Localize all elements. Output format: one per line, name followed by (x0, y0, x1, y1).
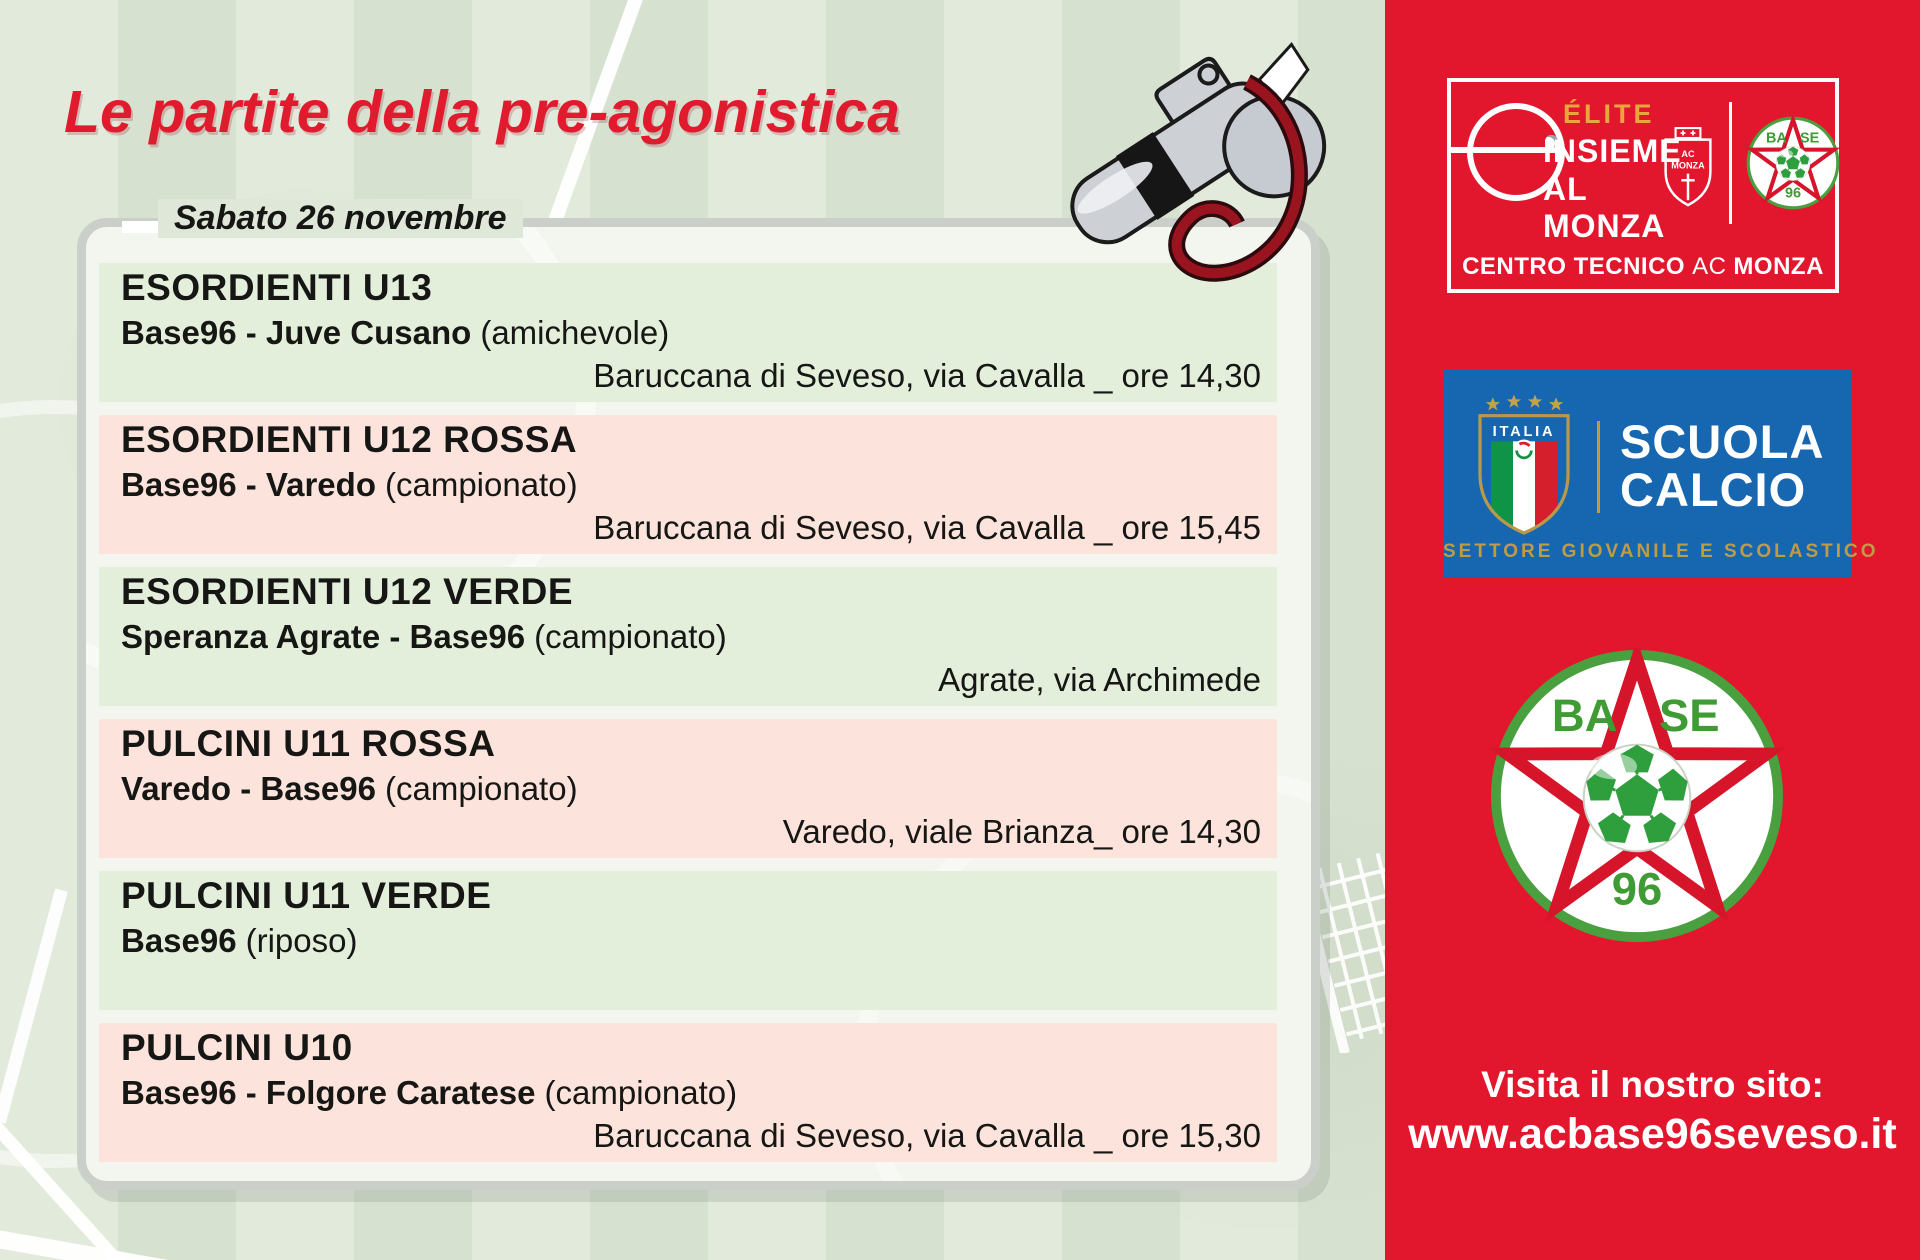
match-pairing: Varedo - Base96 (121, 770, 376, 807)
match-row (99, 1023, 1277, 1162)
match-row (99, 719, 1277, 858)
match-type: (amichevole) (480, 314, 670, 351)
match-teams (121, 463, 1261, 506)
match-pairing: Base96 - Varedo (121, 466, 376, 503)
match-category: PULCINI U11 VERDE (121, 875, 492, 916)
elite-label: ÉLITE (1563, 99, 1655, 129)
match-pairing: Base96 - Folgore Caratese (121, 1074, 536, 1111)
insieme-al-monza-logo (1465, 95, 1682, 244)
date-heading: Sabato 26 novembre (158, 199, 523, 238)
match-pairing: Base96 - Juve Cusano (121, 314, 472, 351)
figc-italia-shield-icon (1469, 393, 1579, 541)
match-row (99, 871, 1277, 1010)
match-pairing: Speranza Agrate - Base96 (121, 618, 526, 655)
match-teams (121, 615, 1261, 658)
al-monza-label: AL MONZA (1543, 171, 1666, 244)
match-teams (121, 1071, 1261, 1114)
fixtures-box (77, 199, 1320, 1190)
base96-crest-small (1746, 116, 1840, 210)
match-category: PULCINI U11 ROSSA (121, 723, 496, 764)
scuola-calcio-wordmark (1620, 414, 1825, 516)
match-venue: Baruccana di Seveso, via Cavalla _ ore 15,30 (593, 1117, 1261, 1154)
base96-crest-large (1489, 648, 1785, 944)
monza-partner-box (1447, 78, 1839, 293)
caption-monza: MONZA (1733, 253, 1824, 280)
match-venue (121, 962, 1261, 1005)
match-type: (riposo) (245, 922, 358, 959)
match-pairing: Base96 (121, 922, 237, 959)
settore-giovanile-label: SETTORE GIOVANILE E SCOLASTICO (1443, 541, 1879, 562)
insieme-label: INSIEME (1543, 133, 1682, 169)
divider (1597, 421, 1600, 513)
scuola-label: SCUOLA (1620, 414, 1825, 468)
match-category: ESORDIENTI U12 VERDE (121, 571, 574, 612)
match-row (99, 567, 1277, 706)
match-venue: Varedo, viale Brianza_ ore 14,30 (782, 813, 1261, 850)
shield-ac-label: AC (1681, 149, 1695, 160)
whistle-illustration (1042, 22, 1342, 322)
page-title: Le partite della pre-agonistica (64, 78, 901, 145)
match-type: (campionato) (534, 618, 727, 655)
match-category: PULCINI U10 (121, 1027, 353, 1068)
match-type: (campionato) (384, 466, 578, 503)
match-type: (campionato) (544, 1074, 738, 1111)
sidebar-panel (1385, 0, 1920, 1260)
match-category: ESORDIENTI U13 (121, 267, 433, 308)
calcio-label: CALCIO (1620, 462, 1807, 516)
field-line (0, 1228, 460, 1260)
match-category: ESORDIENTI U12 ROSSA (121, 419, 578, 460)
shield-monza-label: MONZA (1671, 160, 1705, 171)
caption-ac: AC (1692, 253, 1727, 280)
match-teams (121, 767, 1261, 810)
scuola-calcio-box (1443, 370, 1879, 577)
match-venue: Baruccana di Seveso, via Cavalla _ ore 15,45 (593, 509, 1261, 546)
website-intro: Visita il nostro sito: (1481, 1064, 1824, 1105)
italia-label: ITALIA (1492, 423, 1556, 440)
divider (1729, 102, 1732, 224)
caption-centro-tecnico: CENTRO TECNICO (1462, 253, 1686, 280)
match-venue: Agrate, via Archimede (938, 661, 1261, 698)
match-type: (campionato) (384, 770, 578, 807)
match-list (99, 263, 1277, 1162)
match-row (99, 415, 1277, 554)
website-block (1385, 1062, 1920, 1160)
match-teams (121, 919, 1261, 962)
website-url[interactable]: www.acbase96seveso.it (1408, 1110, 1897, 1158)
centro-tecnico-caption (1451, 253, 1835, 281)
match-venue: Baruccana di Seveso, via Cavalla _ ore 14,30 (593, 357, 1261, 394)
